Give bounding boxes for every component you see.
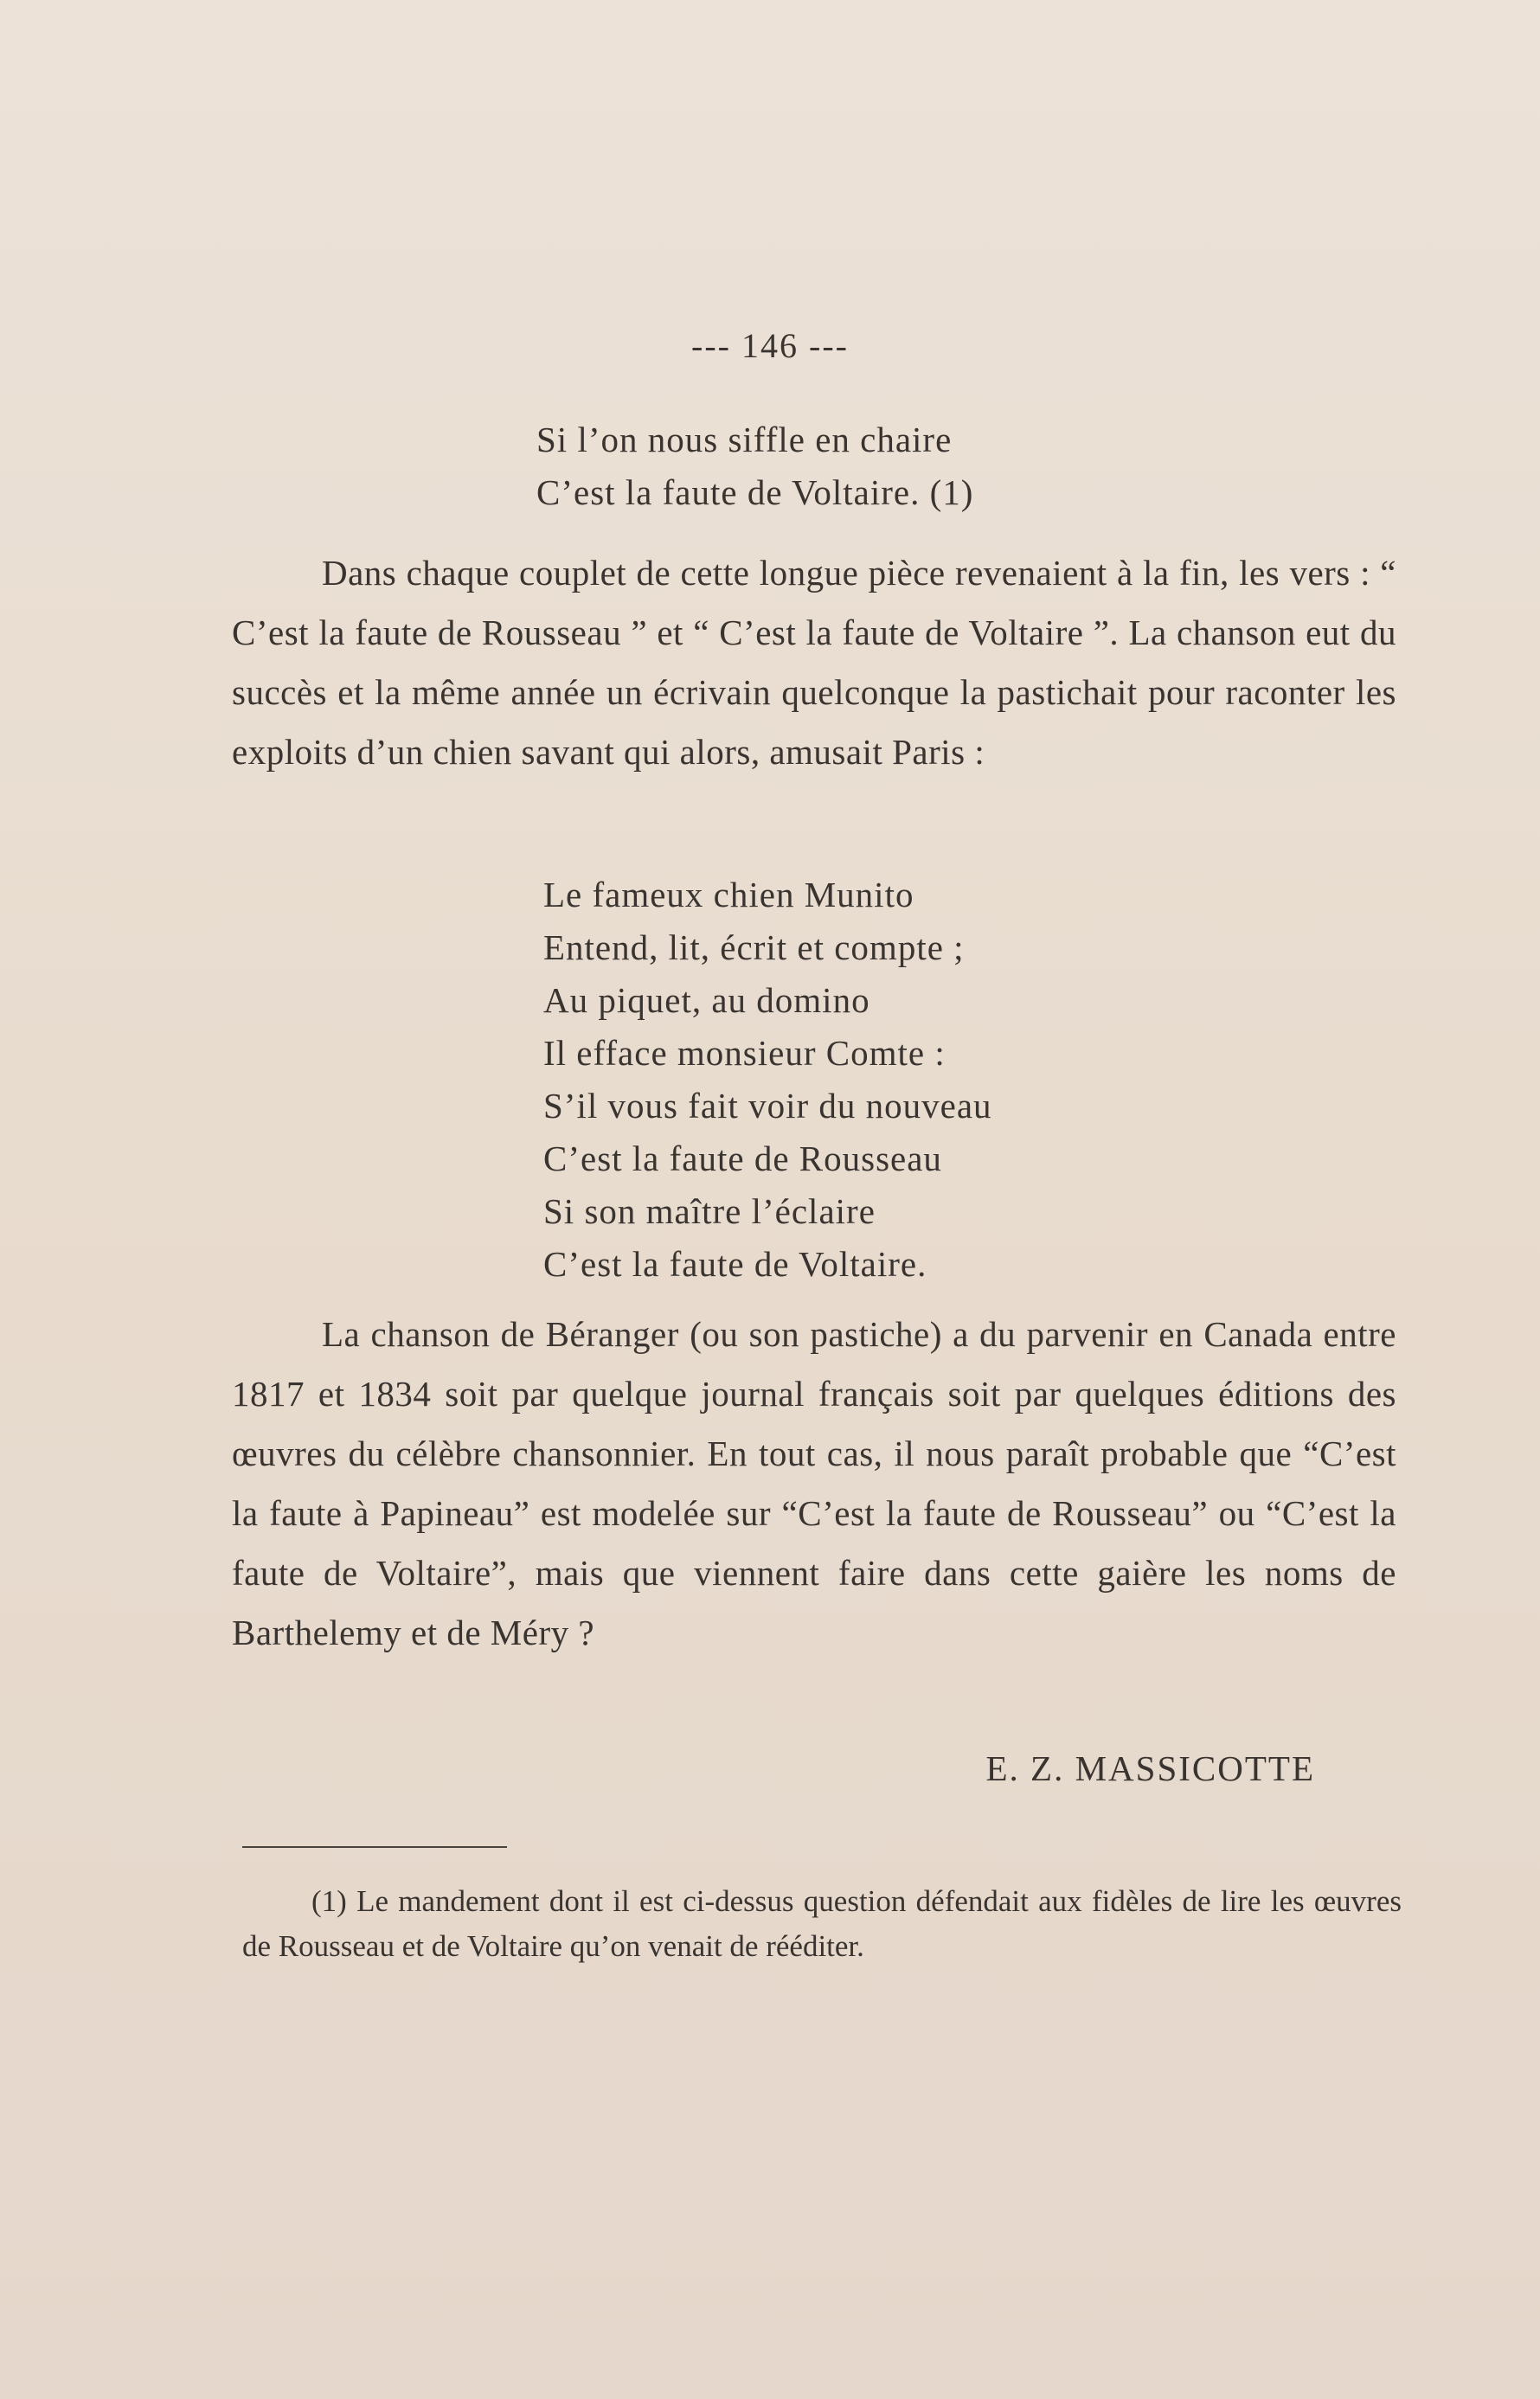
- verse-line: C’est la faute de Voltaire. (1): [536, 472, 974, 512]
- page-number: --- 146 ---: [691, 326, 849, 365]
- verse-line: S’il vous fait voir du nouveau: [543, 1086, 992, 1126]
- verse-line: C’est la faute de Voltaire.: [543, 1244, 927, 1284]
- verse-line: Le fameux chien Munito: [543, 875, 914, 914]
- footnote: (1) Le mandement dont il est ci-dessus question défendait aux fidèles de lire les œuvres de Rousseau et de Voltaire qu’on venait de rééditer.: [242, 1884, 1402, 1963]
- verse-line: Au piquet, au domino: [543, 980, 870, 1020]
- verse-stanza-2: [543, 869, 992, 1291]
- footnote-divider: [242, 1846, 507, 1848]
- verse-line: Il efface monsieur Comte :: [543, 1033, 946, 1073]
- verse-line: Si l’on nous siffle en chaire: [536, 420, 953, 459]
- verse-line: Entend, lit, écrit et compte ;: [543, 927, 965, 967]
- verse-line: C’est la faute de Rousseau: [543, 1139, 942, 1178]
- verse-line: Si son maître l’éclaire: [543, 1191, 876, 1231]
- paragraph-2: La chanson de Béranger (ou son pastiche) a du parvenir en Canada entre 1817 et 1834 soit par quelque journal français soit par quelques éditions des œuvres du célèbre chansonnier. En tout cas, il nous paraît probable que “C’est la faute à Papineau” est modelée sur “C’est la faute de Rousseau” ou “C’est la faute de Voltaire”, mais que viennent faire dans cette gaière les noms de Barthelemy et de Méry ?: [232, 1314, 1396, 1652]
- verse-stanza-1: [536, 414, 973, 519]
- paragraph-1: Dans chaque couplet de cette longue pièce revenaient à la fin, les vers : “ C’est la faute de Rousseau ” et “ C’est la faute de Voltaire ”. La chanson eut du succès et la même année un écrivain quelconque la pastichait pour raconter les exploits d’un chien savant qui alors, amusait Paris :: [232, 553, 1396, 772]
- author-signature: E. Z. MASSICOTTE: [985, 1748, 1315, 1788]
